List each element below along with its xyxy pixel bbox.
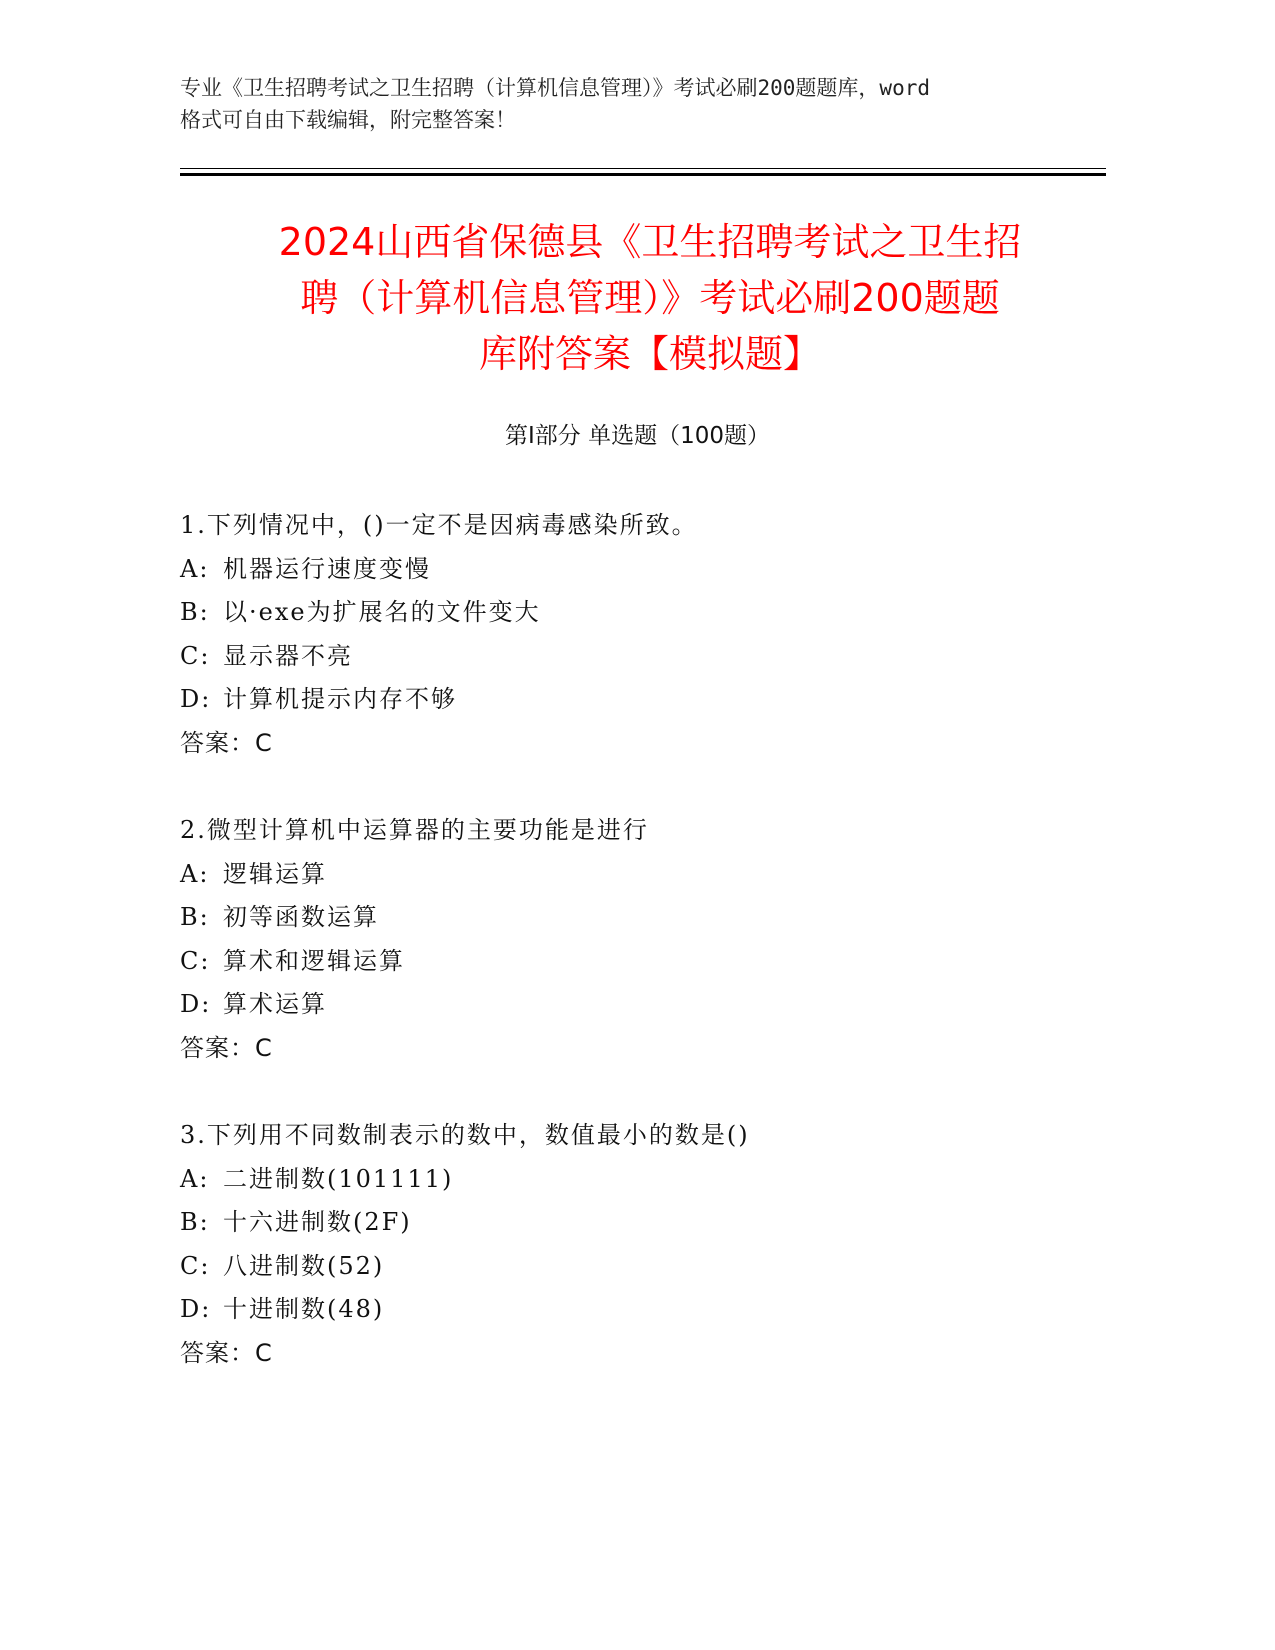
option-label: C: <box>180 641 211 670</box>
option-text: 算术运算 <box>223 990 327 1018</box>
header-divider-thin <box>180 168 1106 169</box>
option-text: 八进制数(52) <box>223 1251 385 1280</box>
option-text: 初等函数运算 <box>223 903 379 931</box>
option-text: 以·exe为扩展名的文件变大 <box>223 598 541 626</box>
option-label: C: <box>180 946 211 975</box>
option-label: A: <box>180 554 210 583</box>
option-text: 机器运行速度变慢 <box>223 554 431 583</box>
option-a <box>180 1158 1140 1202</box>
option-text: 显示器不亮 <box>223 641 353 670</box>
answer-line: 答案：C <box>180 1338 273 1367</box>
option-label: C: <box>180 1251 211 1280</box>
option-c <box>180 1245 1140 1289</box>
option-text: 十进制数(48) <box>223 1295 385 1323</box>
option-text: 计算机提示内存不够 <box>223 685 457 713</box>
header-note-line-2: 格式可自由下载编辑，附完整答案！ <box>180 108 516 132</box>
document-title-line-1: 2024山西省保德县《卫生招聘考试之卫生招 <box>278 220 1022 264</box>
document-title <box>150 214 1150 382</box>
document-title-line-3: 库附答案【模拟题】 <box>478 332 821 376</box>
option-label: B: <box>180 903 210 931</box>
header-note-line-1: 专业《卫生招聘考试之卫生招聘（计算机信息管理）》考试必刷200题题库，word <box>180 76 930 100</box>
question-3 <box>180 1114 1140 1419</box>
option-label: B: <box>180 598 210 626</box>
question-stem: 1.下列情况中，()一定不是因病毒感染所致。 <box>180 511 698 539</box>
option-label: D: <box>180 1295 212 1323</box>
question-2 <box>180 809 1140 1114</box>
option-b <box>180 1201 1140 1245</box>
option-b <box>180 896 1140 940</box>
option-text: 二进制数(101111) <box>223 1164 454 1193</box>
option-text: 逻辑运算 <box>223 859 327 888</box>
header-note <box>180 72 1080 136</box>
option-label: A: <box>180 1164 210 1193</box>
section-title: 第Ⅰ部分 单选题（100题） <box>505 423 770 449</box>
option-c <box>180 635 1140 679</box>
option-text: 算术和逻辑运算 <box>223 946 405 975</box>
option-a <box>180 548 1140 592</box>
question-stem: 3.下列用不同数制表示的数中，数值最小的数是() <box>180 1121 750 1149</box>
header-divider-thick <box>180 173 1106 176</box>
option-label: D: <box>180 685 212 713</box>
option-c <box>180 940 1140 984</box>
option-d <box>180 983 1140 1027</box>
option-label: D: <box>180 990 212 1018</box>
question-list <box>180 504 1140 1419</box>
option-d <box>180 678 1140 722</box>
option-d <box>180 1288 1140 1332</box>
answer-line: 答案：C <box>180 728 273 757</box>
option-label: A: <box>180 859 210 888</box>
option-b <box>180 591 1140 635</box>
question-1 <box>180 504 1140 809</box>
document-title-line-2: 聘（计算机信息管理）》考试必刷200题题 <box>300 276 1000 320</box>
option-label: B: <box>180 1208 210 1236</box>
answer-line: 答案：C <box>180 1033 273 1062</box>
option-a <box>180 853 1140 897</box>
question-stem: 2.微型计算机中运算器的主要功能是进行 <box>180 816 649 844</box>
option-text: 十六进制数(2F) <box>223 1208 412 1236</box>
